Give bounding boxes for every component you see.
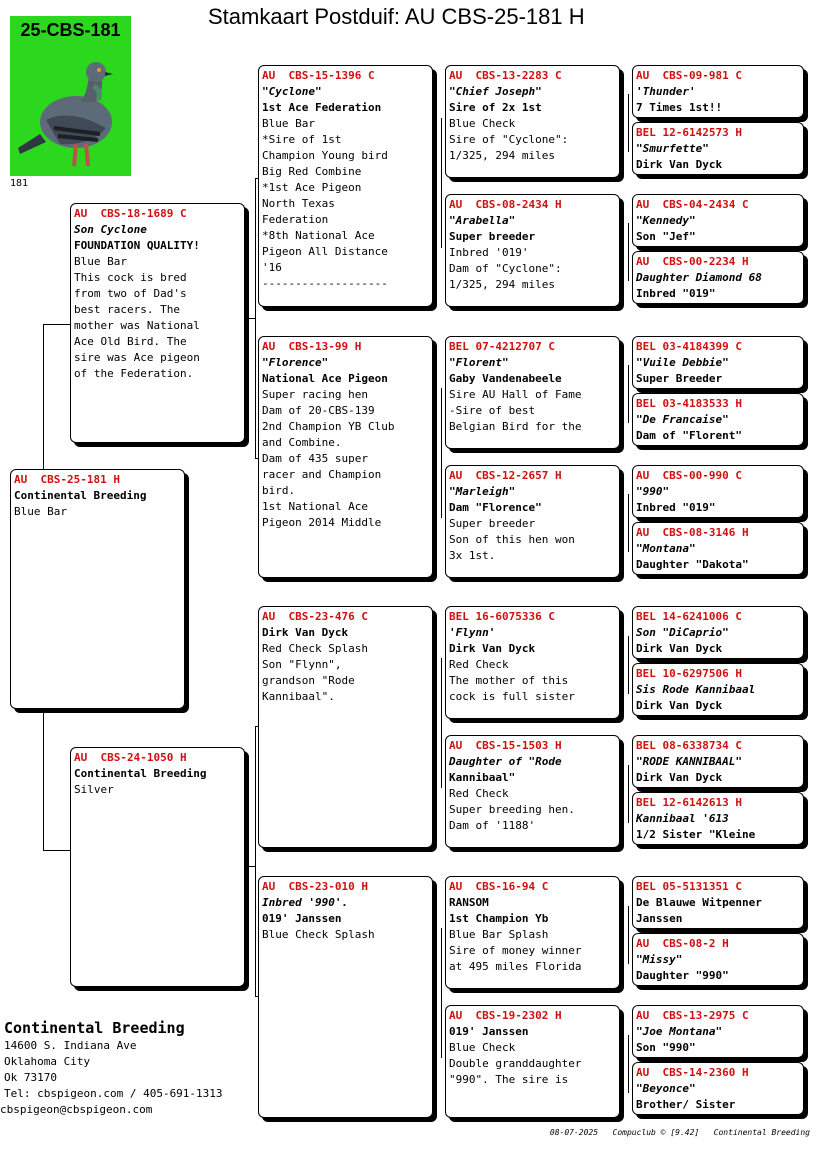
gen4-card[interactable]: AU CBS-08-3146 H "Montana" Daughter "Dakota" (632, 522, 804, 575)
gen3-card[interactable]: AU CBS-16-94 C RANSOM 1st Champion Yb Blue Bar Splash Sire of money winner at 495 miles Florida (445, 876, 620, 989)
gen4-card[interactable]: AU CBS-09-981 C 'Thunder' 7 Times 1st!! (632, 65, 804, 118)
gen3-card[interactable]: AU CBS-19-2302 H 019' Janssen Blue Check Double granddaughter "990". The sire is (445, 1005, 620, 1118)
breeder-info (0, 1018, 223, 1118)
sire-ring: AU CBS-18-1689 C (74, 207, 187, 220)
breeder-name: Continental Breeding (4, 1019, 185, 1037)
photo-caption: 181 (10, 178, 29, 189)
gen3-card[interactable]: AU CBS-15-1503 H Daughter of "Rode Kannibaal" Red Check Super breeding hen. Dam of '1188' (445, 735, 620, 848)
breeder-contact[interactable]: Tel: cbspigeon.com / 405-691-1313 (4, 1087, 223, 1100)
gen4-card[interactable]: AU CBS-00-2234 H Daughter Diamond 68 Inbred "019" (632, 251, 804, 304)
photo-ring-label: 25-CBS-181 (20, 20, 121, 40)
page-title: Stamkaart Postduif: AU CBS-25-181 H (208, 4, 585, 29)
footer-software: Compuclub © [9.42] (612, 1128, 700, 1137)
dam-ring: AU CBS-24-1050 H (74, 751, 187, 764)
gen4-card[interactable]: BEL 08-6338734 C "RODE KANNIBAAL" Dirk Van Dyck (632, 735, 804, 788)
breeder-city: Oklahoma City (4, 1055, 91, 1068)
connector-dam-gen2 (255, 726, 256, 996)
gen4-card[interactable]: AU CBS-08-2 H "Missy" Daughter "990" (632, 933, 804, 986)
gen3-card[interactable]: BEL 07-4212707 C "Florent" Gaby Vandenabeele Sire AU Hall of Fame -Sire of best Belgian Bird for the (445, 336, 620, 449)
gen4-card[interactable]: AU CBS-14-2360 H "Beyonce" Brother/ Sister (632, 1062, 804, 1115)
footer (550, 1128, 810, 1137)
footer-owner: Continental Breeding (713, 1128, 810, 1137)
gen4-card[interactable]: AU CBS-13-2975 C "Joe Montana" Son "990" (632, 1005, 804, 1058)
gen4-card[interactable]: BEL 12-6142613 H Kannibaal '613 1/2 Sister "Kleine (632, 792, 804, 845)
subject-card[interactable] (10, 469, 185, 709)
gen2-card[interactable]: AU CBS-15-1396 C "Cyclone" 1st Ace Federation Blue Bar *Sire of 1st Champion Young bird Big Red Combine *1st Ace Pigeon North Texas Federation *8th National Ace Pigeon All Distance '16 ------------------- (258, 65, 433, 307)
footer-date: 08-07-2025 (549, 1128, 599, 1137)
subject-color: Blue Bar (14, 505, 67, 518)
gen3-card[interactable]: AU CBS-13-2283 C "Chief Joseph" Sire of 2x 1st Blue Check Sire of "Cyclone": 1/325, 294 miles (445, 65, 620, 178)
gen4-card[interactable]: BEL 12-6142573 H "Smurfette" Dirk Van Dyck (632, 122, 804, 175)
gen3-card[interactable]: AU CBS-08-2434 H "Arabella" Super breeder Inbred '019' Dam of "Cyclone": 1/325, 294 miles (445, 194, 620, 307)
gen4-card[interactable]: BEL 14-6241006 C Son "DiCaprio" Dirk Van Dyck (632, 606, 804, 659)
gen4-card[interactable]: AU CBS-00-990 C "990" Inbred "019" (632, 465, 804, 518)
gen2-card[interactable]: AU CBS-23-476 C Dirk Van Dyck Red Check Splash Son "Flynn", grandson "Rode Kannibaal". (258, 606, 433, 848)
breeder-email[interactable]: cbspigeon@cbspigeon.com (0, 1103, 153, 1116)
gen3-card[interactable]: BEL 16-6075336 C 'Flynn' Dirk Van Dyck Red Check The mother of this cock is full sister (445, 606, 620, 719)
gen4-card[interactable]: BEL 03-4183533 H "De Francaise" Dam of "Florent" (632, 393, 804, 446)
connector-sire-gen2 (255, 178, 256, 458)
gen4-card[interactable]: BEL 05-5131351 C De Blauwe Witpenner Janssen (632, 876, 804, 929)
gen2-card[interactable]: AU CBS-13-99 H "Florence" National Ace Pigeon Super racing hen Dam of 20-CBS-139 2nd Champion YB Club and Combine. Dam of 435 super racer and Champion bird. 1st National Ace Pigeon 2014 Middle (258, 336, 433, 578)
gen4-card[interactable]: BEL 10-6297506 H Sis Rode Kannibaal Dirk Van Dyck (632, 663, 804, 716)
breeder-state-zip: Ok 73170 (4, 1071, 57, 1084)
gen4-card[interactable]: AU CBS-04-2434 C "Kennedy" Son "Jef" (632, 194, 804, 247)
gen4-card[interactable]: BEL 03-4184399 C "Vuile Debbie" Super Breeder (632, 336, 804, 389)
pigeon-photo (10, 16, 131, 176)
dam-card[interactable]: AU CBS-24-1050 H Continental Breeding Silver (70, 747, 245, 987)
gen3-card[interactable]: AU CBS-12-2657 H "Marleigh" Dam "Florence" Super breeder Son of this hen won 3x 1st. (445, 465, 620, 578)
subject-ring: AU CBS-25-181 H (14, 473, 120, 486)
gen2-card[interactable]: AU CBS-23-010 H Inbred '990'. 019' Janssen Blue Check Splash (258, 876, 433, 1118)
subject-breeder: Continental Breeding (14, 489, 147, 502)
sire-card[interactable]: AU CBS-18-1689 C Son Cyclone FOUNDATION QUALITY! Blue Bar This cock is bred from two of Dad's best racers. The mother was National Ace Old Bird. The sire was Ace pigeon of the Federation. (70, 203, 245, 443)
breeder-address: 14600 S. Indiana Ave (4, 1039, 137, 1052)
